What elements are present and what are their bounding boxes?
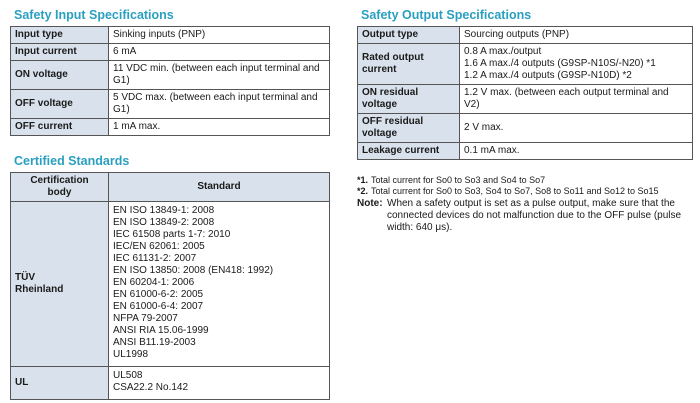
note-text: When a safety output is set as a pulse output, make sure that the connected devices do not malfunction due to the OFF pulse (pulse width: 640 μs). — [387, 198, 682, 233]
footnote-mark: *2. — [357, 186, 369, 196]
footnote-mark: *1. — [357, 175, 369, 185]
certification-body — [11, 367, 109, 400]
spec-value — [109, 119, 330, 136]
text-line: EN 61000-6-4: 2007 — [113, 301, 204, 312]
text-line: 0.1 mA max. — [464, 145, 520, 156]
safety-input-title: Safety Input Specifications — [14, 8, 174, 22]
spec-label: ON voltage — [11, 61, 109, 90]
spec-label — [358, 85, 460, 114]
footnote — [357, 186, 697, 197]
safety-output-title: Safety Output Specifications — [361, 8, 532, 22]
text-line: Sourcing outputs (PNP) — [464, 29, 570, 40]
text-line: UL — [15, 377, 29, 388]
text-line: 5 VDC max. (between each input terminal and — [113, 92, 318, 103]
table-row — [11, 44, 330, 61]
certified-standards-title: Certified Standards — [14, 154, 130, 168]
table-row — [358, 44, 693, 85]
text-line: 1 mA max. — [113, 121, 161, 132]
text-line: 6 mA — [113, 46, 137, 57]
text-line: 1.2 A max./4 outputs (G9SP-N10D) *2 — [464, 70, 632, 81]
text-line: Leakage current — [362, 145, 440, 156]
text-line: EN 60204-1: 2006 — [113, 277, 195, 288]
text-line: V2) — [464, 99, 480, 110]
text-line: NFPA 79-2007 — [113, 313, 178, 324]
text-line: voltage — [362, 128, 398, 139]
spec-label: OFF current — [11, 119, 109, 136]
text-line: ANSI B11.19-2003 — [113, 337, 196, 348]
table-row — [11, 90, 330, 119]
spec-value — [109, 90, 330, 119]
text-line: Rated output — [362, 52, 424, 63]
spec-value — [460, 143, 693, 160]
spec-label — [358, 114, 460, 143]
spec-value — [109, 61, 330, 90]
text-line: 0.8 A max./output — [464, 46, 542, 57]
header-line: Certification — [30, 175, 89, 186]
table-row — [358, 27, 693, 44]
text-line: G1) — [113, 104, 130, 115]
text-line: IEC 61131-2: 2007 — [113, 253, 197, 264]
footnote — [357, 175, 697, 186]
standards-list — [109, 367, 330, 400]
table-row — [358, 85, 693, 114]
text-line: CSA22.2 No.142 — [113, 382, 189, 393]
safety-output-table — [357, 26, 693, 160]
text-line: EN ISO 13849-1: 2008 — [113, 205, 215, 216]
text-line: voltage — [362, 99, 398, 110]
text-line: G1) — [113, 75, 130, 86]
spec-value — [460, 27, 693, 44]
table-header-row — [11, 173, 330, 202]
note — [357, 198, 697, 234]
spec-value — [109, 27, 330, 44]
text-line: UL508 — [113, 370, 143, 381]
text-line: 1.2 V max. (between each output terminal and — [464, 87, 669, 98]
table-row — [11, 202, 330, 367]
spec-label: OFF voltage — [11, 90, 109, 119]
table-row — [358, 143, 693, 160]
table-row — [11, 367, 330, 400]
column-header-standard: Standard — [109, 173, 330, 202]
text-line: current — [362, 64, 397, 75]
text-line: IEC 61508 parts 1-7: 2010 — [113, 229, 231, 240]
text-line: 1.6 A max./4 outputs (G9SP-N10S/-N20) *1 — [464, 58, 656, 69]
spec-label — [358, 27, 460, 44]
spec-label: Input current — [11, 44, 109, 61]
text-line: EN ISO 13849-2: 2008 — [113, 217, 215, 228]
text-line: EN 61000-6-2: 2005 — [113, 289, 204, 300]
text-line: EN ISO 13850: 2008 (EN418: 1992) — [113, 265, 274, 276]
spec-value — [460, 44, 693, 85]
table-row — [358, 114, 693, 143]
text-line: UL1998 — [113, 349, 149, 360]
spec-value — [460, 114, 693, 143]
table-row — [11, 119, 330, 136]
text-line: ANSI RIA 15.06-1999 — [113, 325, 209, 336]
text-line: Sinking inputs (PNP) — [113, 29, 206, 40]
table-row — [11, 61, 330, 90]
footnote-text: Total current for So0 to So3, So4 to So7, So8 to So11 and So12 to So15 — [371, 186, 659, 196]
spec-label — [358, 143, 460, 160]
spec-label: Input type — [11, 27, 109, 44]
text-line: Rheinland — [15, 284, 64, 295]
safety-input-table — [10, 26, 330, 136]
text-line: ON residual — [362, 87, 419, 98]
text-line: Output type — [362, 29, 419, 40]
text-line: OFF residual — [362, 116, 424, 127]
footnotes — [357, 175, 697, 234]
spec-label — [358, 44, 460, 85]
certification-body — [11, 202, 109, 367]
spec-value — [460, 85, 693, 114]
standards-list — [109, 202, 330, 367]
header-line: body — [47, 187, 72, 198]
note-label: Note: — [357, 198, 383, 209]
text-line: TÜV — [15, 272, 35, 283]
spec-value — [109, 44, 330, 61]
certified-standards-table — [10, 172, 330, 400]
text-line: 2 V max. — [464, 122, 504, 133]
text-line: IEC/EN 62061: 2005 — [113, 241, 205, 252]
text-line: 11 VDC min. (between each input terminal and — [113, 63, 320, 74]
table-row — [11, 27, 330, 44]
footnote-text: Total current for So0 to So3 and So4 to So7 — [371, 175, 546, 185]
column-header-certification-body — [11, 173, 109, 202]
